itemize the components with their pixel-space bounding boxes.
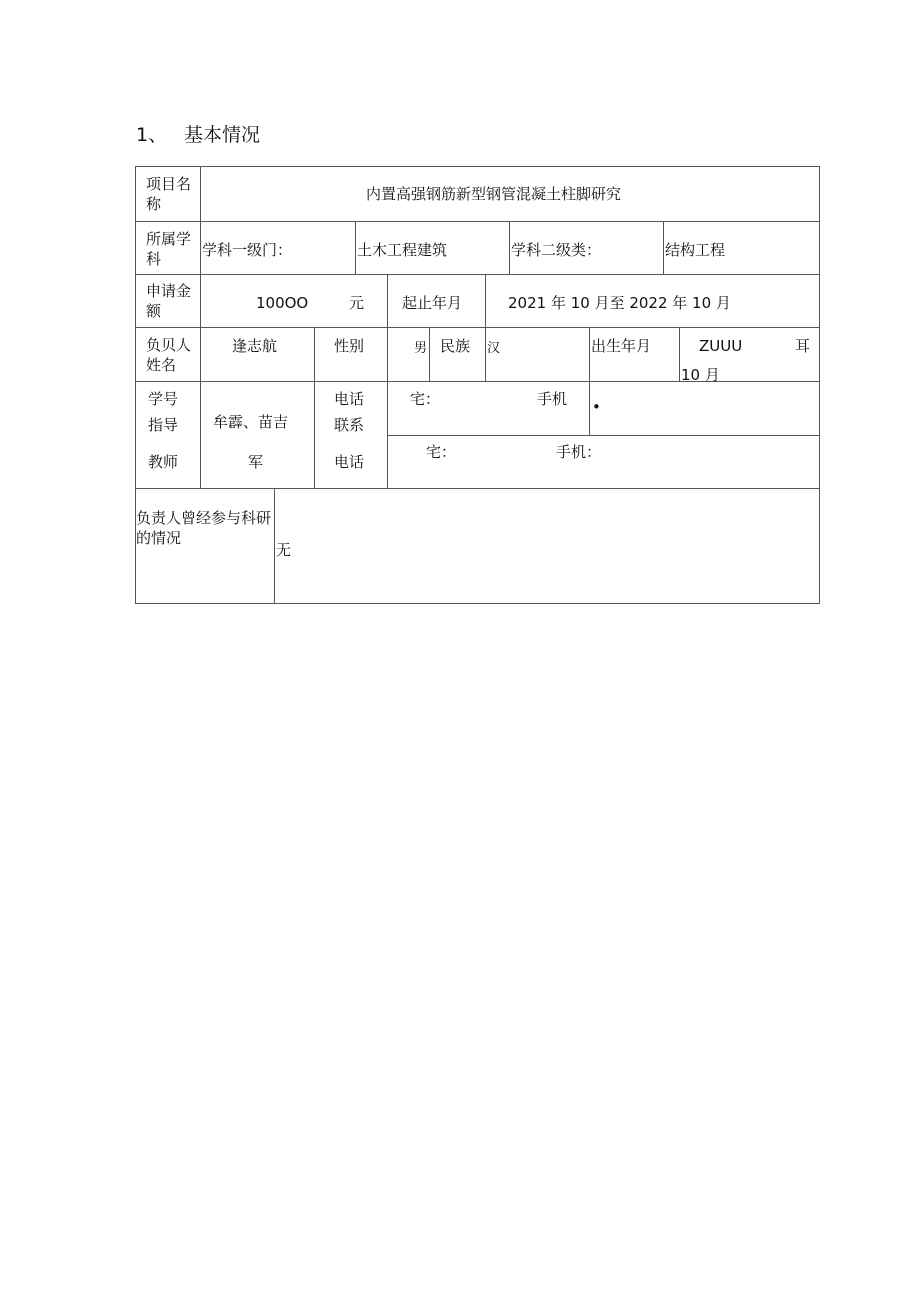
col-border bbox=[485, 274, 486, 327]
bullet-mark: • bbox=[592, 398, 601, 416]
research-label: 负责人曾经参与科研的情况 bbox=[136, 509, 272, 547]
col-border bbox=[819, 166, 820, 604]
amount-label: 申请金额 bbox=[146, 282, 192, 320]
col-border bbox=[387, 274, 388, 327]
col-border bbox=[314, 327, 315, 381]
teacher-label: 教师 bbox=[148, 453, 179, 471]
amount-unit: 元 bbox=[349, 294, 365, 312]
col-border bbox=[355, 221, 356, 274]
col-border bbox=[429, 327, 430, 381]
row-border bbox=[135, 274, 820, 275]
birth-label: 出生年月 bbox=[591, 337, 652, 355]
discipline-level2-label: 学科二级类： bbox=[511, 241, 602, 259]
ethnicity-value: 汉 bbox=[487, 341, 501, 356]
section-heading bbox=[136, 120, 260, 147]
col-border bbox=[387, 381, 388, 488]
col-border bbox=[589, 327, 590, 381]
gender-value: 男 bbox=[414, 341, 428, 356]
row-border bbox=[135, 603, 820, 604]
discipline-level1-label: 学科一级门： bbox=[202, 241, 293, 259]
birth-value-year: ZUUU bbox=[699, 337, 743, 355]
mobile-label-2: 手机： bbox=[556, 443, 602, 461]
col-border bbox=[663, 221, 664, 274]
row-border bbox=[135, 488, 820, 489]
home-phone-label-2: 宅： bbox=[426, 443, 457, 461]
phone-label-1: 电话 bbox=[334, 390, 365, 408]
project-name-label: 项目名称 bbox=[146, 175, 192, 213]
discipline-level2-value: 结构工程 bbox=[665, 241, 726, 259]
phone-label-1-cut: 联系 bbox=[334, 416, 365, 434]
row-border bbox=[135, 221, 820, 222]
ethnicity-label: 民族 bbox=[440, 337, 471, 355]
col-border bbox=[200, 166, 201, 488]
teacher-name-1: 牟霹、苗吉 bbox=[213, 413, 289, 431]
row-border bbox=[135, 166, 820, 167]
col-border bbox=[274, 488, 275, 603]
col-border bbox=[314, 381, 315, 488]
gender-label: 性别 bbox=[334, 337, 365, 355]
teacher-name-2: 军 bbox=[248, 453, 264, 471]
student-id-label-cut: 指导 bbox=[148, 416, 179, 434]
col-border bbox=[509, 221, 510, 274]
section-number: 1、 bbox=[136, 124, 168, 146]
phone-label-cell-1 bbox=[334, 389, 384, 435]
project-name-value: 内置高强钢筋新型钢管混凝土柱脚研究 bbox=[366, 185, 622, 203]
discipline-label: 所属学科 bbox=[146, 230, 192, 268]
home-phone-label-1: 宅： bbox=[410, 390, 441, 408]
student-id-label: 学号 bbox=[148, 390, 179, 408]
amount-value: 100OO bbox=[256, 294, 309, 312]
research-value: 无 bbox=[276, 541, 292, 559]
birth-value-month: 10 月 bbox=[681, 366, 720, 384]
row-border bbox=[388, 435, 820, 436]
col-border bbox=[679, 327, 680, 381]
col-border bbox=[485, 327, 486, 381]
birth-value-mark: 耳 bbox=[795, 337, 811, 355]
discipline-level1-value: 土木工程建筑 bbox=[357, 241, 448, 259]
phone-label-2: 电话 bbox=[334, 453, 365, 471]
section-title: 基本情况 bbox=[184, 124, 261, 146]
period-label: 起止年月 bbox=[402, 294, 463, 312]
leader-label: 负贝人姓名 bbox=[146, 336, 192, 374]
student-id-label-cell bbox=[148, 389, 196, 435]
col-border bbox=[387, 327, 388, 381]
period-value: 2021 年 10 月至 2022 年 10 月 bbox=[508, 294, 731, 312]
leader-name: 逢志航 bbox=[232, 337, 278, 355]
col-border bbox=[589, 381, 590, 435]
mobile-label-1: 手机 bbox=[537, 390, 568, 408]
row-border bbox=[135, 327, 820, 328]
